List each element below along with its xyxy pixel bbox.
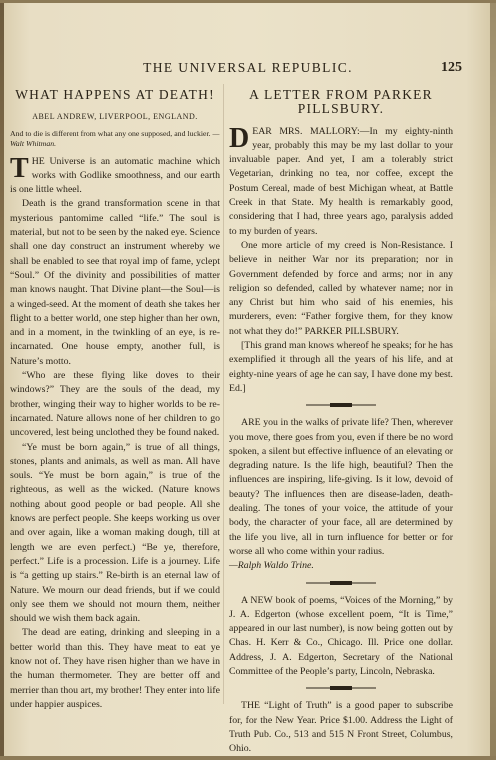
article-byline: ABEL ANDREW, LIVERPOOL, ENGLAND. xyxy=(32,112,198,122)
item-edgerton-text: book of poems, “Voices of the Morning,” by J. A. Edgerton (whose excellent poem, “It is Time,” appeared in our last number), is now being gotten out by Chas. H. Kerr & Co., Chicago. Ill. Price one dollar. Address, J. A. Edgerton, Secretary of the National Committee of the People’s party, Lincoln, Nebraska. xyxy=(229,594,453,677)
left-column xyxy=(10,84,220,712)
ornament-rule-icon xyxy=(306,579,376,587)
paragraph-1-text: HE Universe is an automatic machine which works with Godlike smoothness, and our earth is one little wheel. xyxy=(10,155,220,196)
column-divider xyxy=(223,84,224,704)
running-head: THE UNIVERSAL REPUBLIC. xyxy=(143,60,353,75)
item-edgerton-lead: A NEW xyxy=(241,594,273,606)
item-light-of-truth xyxy=(229,699,453,756)
epigraph-attribution: —Walt Whitman. xyxy=(10,128,220,148)
item-light-of-truth-lead: THE xyxy=(241,700,261,712)
right-column xyxy=(229,84,453,756)
paragraph-5: The dead are eating, drinking and sleeping in a better world than this. They have meat to eat ye know not of. They have risen higher than we have in the human thermometer. They are better off and merrier than thou art, my brother! They enter into life under happier auspices. xyxy=(10,627,220,710)
article-heading-letter: A LETTER FROM PARKER PILLSBURY. xyxy=(249,87,433,117)
epigraph-text: And to die is different from what any one supposed, and luckier. xyxy=(10,128,211,138)
section-rule-2 xyxy=(229,579,453,589)
item-trine-lead: ARE xyxy=(241,417,261,429)
letter-salutation: EAR MRS. MALLORY: xyxy=(252,125,360,137)
drop-cap: T xyxy=(10,152,29,184)
letter-drop-cap: D xyxy=(229,122,250,154)
item-trine-signature: —Ralph Waldo Trine. xyxy=(229,560,314,572)
item-light-of-truth-text: “Light of Truth” is a good paper to subscribe for, for the New Year. Price $1.00. Address the Light of Truth Pub. Co., 513 and 515 N Front Street, Columbus, Ohio. xyxy=(229,700,453,755)
page-bottom-edge xyxy=(0,756,496,760)
page-top-edge xyxy=(0,0,496,3)
letter-paragraph-2 xyxy=(229,239,453,339)
letter-paragraph-1 xyxy=(229,122,454,239)
letter-paragraph-1-text: —In my eighty-ninth year, probably this may be my last dollar to your invaluable paper. And yet, I am a tolerably strict Vegetarian, drinking no tea, nor coffee, except the Postum Cereal, made of best Michigan wheat, at Battle Creek in that State. My health is remarkably good, considering that I had, three years ago, paralysis added to my burden of years. xyxy=(229,125,454,237)
section-rule-3 xyxy=(229,684,453,694)
item-trine xyxy=(229,416,453,559)
paragraph-3: “Who are these flying like doves to their windows?” They are the souls of the dead, my brother, winging their way to higher worlds to be re-incarnated. Nature allows none of her children to go uncovered, lest being unclothed they be found naked. xyxy=(10,370,220,439)
paragraph-1 xyxy=(10,152,220,198)
letter-signature: PARKER PILLSBURY. xyxy=(304,325,399,337)
item-trine-text: you in the walks of private life? Then, wherever you move, there goes from you, even if there be no word spoken, a silent but effective influence of an elevating or degrading nature. Is the life high, beautiful? Then the influences are inspiring, life-giving. Is it low, devoid of beauty? The influences then are disease-laden, death-dealing. The tones of your voice, the attitude of your body, the character of your face, all are determined by the life you live, all in turn influence for better or for worse all who come within your radius. xyxy=(229,417,453,557)
page-right-edge xyxy=(490,0,496,760)
ornament-rule-icon xyxy=(306,401,376,409)
article-heading-death: WHAT HAPPENS AT DEATH! xyxy=(15,87,215,102)
epigraph xyxy=(10,129,220,149)
paragraph-4: “Ye must be born again,” is true of all things, stones, plants and animals, as well as man. All have souls. “Ye must be born again,” is true of the righteous, as well as the wicked. (Nature knows nothing about good people or bad people. All she knows are perfect people. She keeps working us over and over again, like a woman making dough, till at length we are even perfect.) “Be ye, therefore, perfect.” Life is a procession. Life is a journey. Life is “a getting up stairs.” Re-birth is an eternal law of Nature. We mourn our dead friends, but if we could only see them we should not mourn them, neither should we wish them back again. xyxy=(10,441,220,625)
section-rule-1 xyxy=(229,401,453,411)
letter-paragraph-2-text: One more article of my creed is Non-Resistance. I believe in neither War nor its preparation; nor in Government defended by force and arms; nor in any religion so defended, called by whatever name; nor in any Christ but him who said of his enemies, his murderers, even: “Father forgive them, for they know not what they do!” xyxy=(229,239,453,337)
ornament-rule-icon xyxy=(306,684,376,692)
page-number: 125 xyxy=(441,60,462,75)
page-left-edge xyxy=(0,0,4,760)
item-edgerton xyxy=(229,594,453,680)
editor-note: [This grand man knows whereof he speaks; for he has exemplified it through all the years of his life, and at eighty-nine years of age he can say, I have done my best. Ed.] xyxy=(229,340,453,394)
paragraph-2: Death is the grand transformation scene in that mysterious pantomime called “life.” The soul is material, but not to be seen by the naked eye. Science shall one day construct an instrument whereby we shall be enabled to see that royal imp of fame, yclept “Soul.” Of the divinity and possibilities of matter man knows naught. That Divine plant—the Soul—is a winged-seed. At the moment of death she takes her flight to a better world, one step higher than her own, and in a moment, in the twinkling of an eye, is re-incarnated. One house empty, another full, is Nature’s motto. xyxy=(10,198,221,367)
